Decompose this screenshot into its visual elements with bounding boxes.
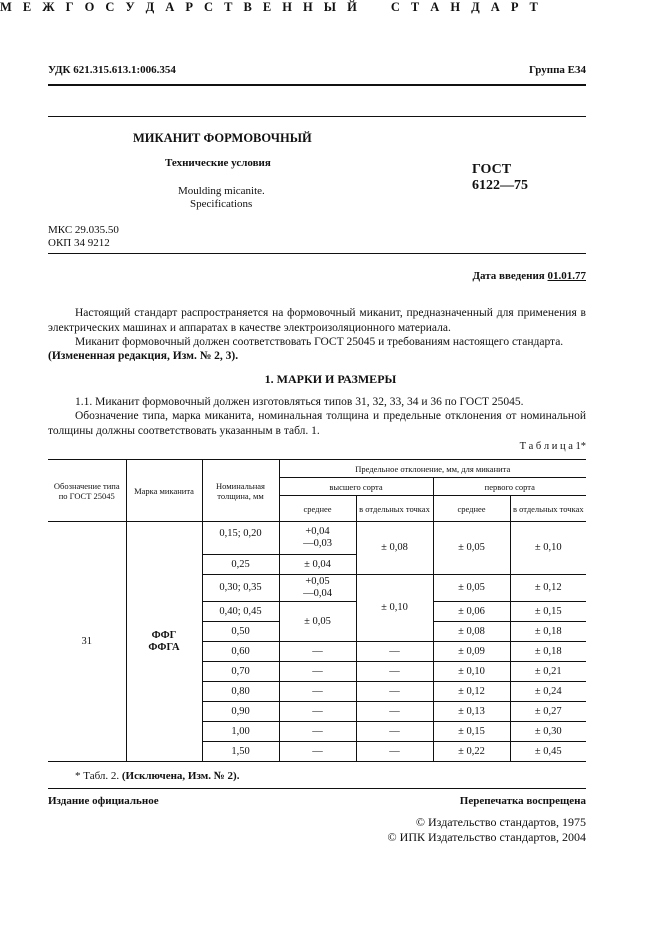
intro-date-label: Дата введения [472, 270, 545, 282]
type-cell: 31 [48, 522, 126, 762]
highest-average-cell: — [279, 642, 356, 662]
first-average-cell: ± 0,05 [433, 522, 510, 575]
banner-letter: С [390, 0, 400, 14]
header-brand: Марка миканита [126, 460, 202, 522]
first-points-cell: ± 0,15 [510, 602, 586, 622]
first-average-cell: ± 0,08 [433, 622, 510, 642]
thickness-cell: 0,30; 0,35 [202, 575, 279, 602]
highest-average-cell: — [279, 742, 356, 762]
highest-points-cell: — [356, 702, 433, 722]
first-points-cell: ± 0,18 [510, 622, 586, 642]
codes-rule [48, 253, 586, 254]
thickness-cell: 0,25 [202, 555, 279, 575]
highest-average-cell: — [279, 722, 356, 742]
english-title: Moulding micanite. [178, 185, 265, 197]
udk-code: УДК 621.315.613.1:006.354 [48, 64, 176, 76]
group-code: Группа Е34 [528, 64, 586, 76]
banner-letter: Д [471, 0, 480, 14]
section-1-paragraph-2: Обозначение типа, марка миканита, номинальная толщина и предельные отклонения от номинальной толщины должны соответствовать указанным в табл. 1. [48, 410, 586, 437]
table-caption: Т а б л и ц а 1* [519, 441, 586, 452]
first-points-cell: ± 0,24 [510, 682, 586, 702]
header-deviation: Предельное отклонение, мм, для миканита [279, 460, 586, 478]
first-points-cell: ± 0,27 [510, 702, 586, 722]
banner-letter [368, 0, 380, 15]
banner-letter: Г [65, 0, 74, 14]
first-average-cell: ± 0,12 [433, 682, 510, 702]
banner-letter: Ы [323, 0, 337, 14]
banner-letter: А [165, 0, 175, 14]
copyright-2004: © ИПК Издательство стандартов, 2004 [387, 830, 586, 844]
brand-line-1: ФФГ [151, 629, 177, 641]
highest-average-cell [279, 575, 356, 602]
thickness-cell: 0,15; 0,20 [202, 522, 279, 555]
header-first-points: в отдельных точках [510, 496, 586, 522]
first-points-cell: ± 0,45 [510, 742, 586, 762]
tolerance-plus: +0,05 [305, 576, 330, 587]
first-average-cell: ± 0,06 [433, 602, 510, 622]
tolerance-minus: —0,03 [303, 538, 332, 549]
section-1-paragraph-1: 1.1. Миканит формовочный должен изготовляться типов 31, 32, 33, 34 и 36 по ГОСТ 25045. [75, 396, 524, 408]
first-points-cell: ± 0,18 [510, 642, 586, 662]
table-row [48, 522, 586, 555]
highest-points-cell: — [356, 742, 433, 762]
gost-label: ГОСТ [472, 162, 512, 177]
footnote-amendment: (Исключена, Изм. № 2). [121, 770, 240, 782]
banner-rule [48, 116, 586, 117]
first-points-cell: ± 0,21 [510, 662, 586, 682]
header-highest-points: в отдельных точках [356, 496, 433, 522]
intro-date [472, 270, 586, 282]
banner-letter: Р [185, 0, 193, 14]
tolerance-table [48, 459, 586, 762]
table-footnote [75, 770, 239, 782]
footnote-prefix: * Табл. 2. [75, 770, 120, 782]
okp-code: ОКП 34 9212 [48, 237, 110, 249]
highest-average-cell: — [279, 662, 356, 682]
thickness-cell: 0,80 [202, 682, 279, 702]
intro-amendment-note: (Измененная редакция, Изм. № 2, 3). [48, 350, 239, 362]
brand-cell [126, 522, 202, 762]
thickness-cell: 0,50 [202, 622, 279, 642]
intro-date-value: 01.01.77 [547, 270, 586, 282]
document-subtitle: Технические условия [165, 157, 271, 169]
banner-letter: Й [347, 0, 357, 14]
first-average-cell: ± 0,22 [433, 742, 510, 762]
highest-points-cell: — [356, 682, 433, 702]
intro-paragraph-2: Миканит формовочный должен соответствовать ГОСТ 25045 и требованиям настоящего стандарта. [75, 336, 564, 348]
interstate-standard-banner [0, 0, 538, 15]
thickness-cell: 0,70 [202, 662, 279, 682]
header-rule [48, 84, 586, 86]
banner-letter: А [490, 0, 500, 14]
highest-points-cell: — [356, 722, 433, 742]
intro-paragraph-1: Настоящий стандарт распространяется на формовочный миканит, предназначенный для применения в электрических машинах и аппаратах в качестве электроизоляционного материала. [48, 307, 586, 334]
highest-points-cell: — [356, 662, 433, 682]
highest-points-cell: ± 0,08 [356, 522, 433, 575]
banner-letter: О [84, 0, 95, 14]
thickness-cell: 1,50 [202, 742, 279, 762]
banner-letter: Е [262, 0, 272, 14]
banner-letter: Р [510, 0, 519, 14]
highest-average-cell [279, 522, 356, 555]
first-average-cell: ± 0,05 [433, 575, 510, 602]
highest-points-cell: ± 0,10 [356, 575, 433, 642]
banner-letter: У [125, 0, 135, 14]
document-title: МИКАНИТ ФОРМОВОЧНЫЙ [133, 131, 312, 145]
banner-letter: Т [410, 0, 420, 14]
first-average-cell: ± 0,09 [433, 642, 510, 662]
banner-letter: А [430, 0, 440, 14]
header-first-grade: первого сорта [433, 478, 586, 496]
banner-letter: Т [224, 0, 233, 14]
first-average-cell: ± 0,10 [433, 662, 510, 682]
tolerance-plus: +0,04 [305, 526, 330, 537]
banner-letter: В [243, 0, 252, 14]
thickness-cell: 0,90 [202, 702, 279, 722]
section-1-title: 1. МАРКИ И РАЗМЕРЫ [264, 372, 397, 386]
highest-average-cell: ± 0,04 [279, 555, 356, 575]
highest-average-cell: ± 0,05 [279, 602, 356, 642]
thickness-cell: 0,40; 0,45 [202, 602, 279, 622]
highest-points-cell: — [356, 642, 433, 662]
banner-letter: М [0, 0, 12, 14]
banner-letter: Ж [42, 0, 55, 14]
thickness-cell: 1,00 [202, 722, 279, 742]
official-edition: Издание официальное [48, 795, 159, 807]
header-first-average: среднее [433, 496, 510, 522]
header-type: Обозначение типа по ГОСТ 25045 [48, 460, 126, 522]
banner-letter: Н [302, 0, 313, 14]
first-points-cell: ± 0,12 [510, 575, 586, 602]
mks-code: МКС 29.035.50 [48, 224, 119, 236]
first-points-cell: ± 0,30 [510, 722, 586, 742]
thickness-cell: 0,60 [202, 642, 279, 662]
banner-letter: С [204, 0, 214, 14]
first-points-cell: ± 0,10 [510, 522, 586, 575]
banner-letter: Н [450, 0, 461, 14]
tolerance-minus: —0,04 [303, 588, 332, 599]
reprint-prohibited: Перепечатка воспрещена [459, 795, 586, 807]
banner-letter: С [105, 0, 115, 14]
highest-average-cell: — [279, 682, 356, 702]
highest-average-cell: — [279, 702, 356, 722]
header-highest-average: среднее [279, 496, 356, 522]
gost-number: 6122—75 [472, 178, 528, 193]
banner-letter: Н [282, 0, 292, 14]
first-average-cell: ± 0,15 [433, 722, 510, 742]
first-average-cell: ± 0,13 [433, 702, 510, 722]
banner-letter: Д [145, 0, 155, 14]
english-subtitle: Specifications [190, 198, 253, 210]
banner-letter: Е [22, 0, 32, 14]
header-thickness: Номинальная толщина, мм [202, 460, 279, 522]
brand-line-2: ФФГА [148, 641, 180, 653]
banner-letter: Т [529, 0, 538, 14]
copyright-1975: © Издательство стандартов, 1975 [415, 815, 586, 829]
footer-rule [48, 788, 586, 789]
header-highest-grade: высшего сорта [279, 478, 433, 496]
